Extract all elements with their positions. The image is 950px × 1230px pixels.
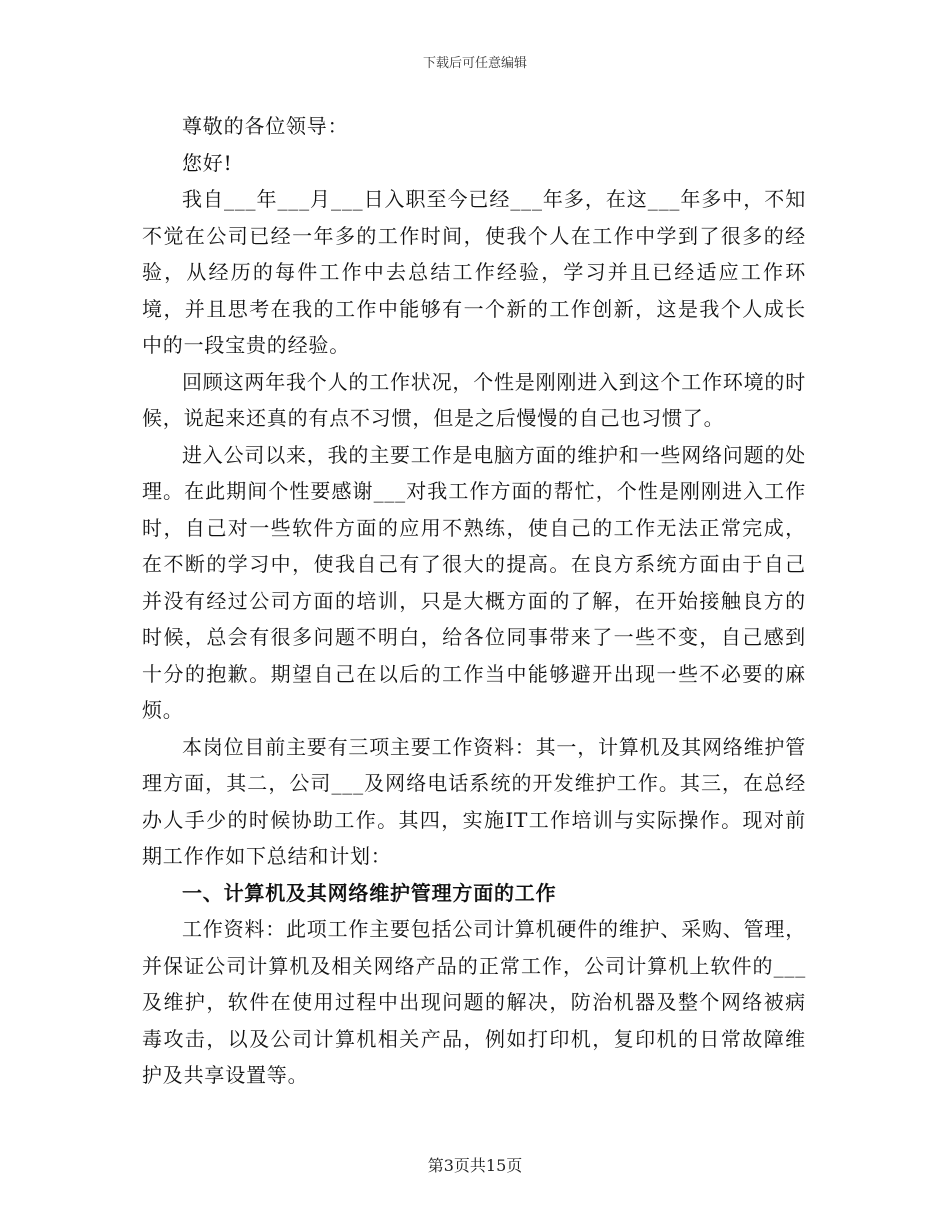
- section-paragraph: 工作资料：此项工作主要包括公司计算机硬件的维护、采购、管理，并保证公司计算机及相关网络产品的正常工作，公司计算机上软件的___及维护，软件在使用过程中出现问题的解决，防治机器及整个网络被病毒攻击，以及公司计算机相关产品，例如打印机，复印机的日常故障维护及共享设置等。: [142, 917, 806, 1087]
- greeting: 您好!: [182, 150, 233, 175]
- paragraph-duties: 本岗位目前主要有三项主要工作资料：其一，计算机及其网络维护管理方面，其二，公司___及网络电话系统的开发维护工作。其三，在总经办人手少的时候协助工作。其四，实施IT工作培训与实际操作。现对前期工作作如下总结和计划：: [142, 734, 806, 868]
- section-heading: 一、计算机及其网络维护管理方面的工作: [182, 880, 557, 905]
- header-note: 下载后可任意编辑: [422, 56, 527, 71]
- page-indicator: 第3页共15页: [427, 1156, 523, 1175]
- salutation: 尊敬的各位领导：: [182, 114, 349, 138]
- paragraph-entry-experience: 我自___年___月___日入职至今已经___年多，在这___年多中，不知不觉在公司已经一年多的工作时间，使我个人在工作中学到了很多的经验，从经历的每件工作中去总结工作经验，学习并且已经适应工作环境，并且思考在我的工作中能够有一个新的工作创新，这是我个人成长中的一段宝贵的经验。: [142, 187, 806, 357]
- paragraph-main-work: 进入公司以来，我的主要工作是电脑方面的维护和一些网络问题的处理。在此期间个性要感谢___对我工作方面的帮忙，个性是刚刚进入工作时，自己对一些软件方面的应用不熟练，使自己的工作无法正常完成，在不断的学习中，使我自己有了很大的提高。在良方系统方面由于自己并没有经过公司方面的培训，只是大概方面的了解，在开始接触良方的时候，总会有很多问题不明白，给各位同事带来了一些不变，自己感到十分的抱歉。期望自己在以后的工作当中能够避开出现一些不必要的麻烦。: [142, 442, 806, 722]
- paragraph-review: 回顾这两年我个人的工作状况，个性是刚刚进入到这个工作环境的时候，说起来还真的有点不习惯，但是之后慢慢的自己也习惯了。: [142, 369, 806, 430]
- document-body: [142, 108, 806, 1094]
